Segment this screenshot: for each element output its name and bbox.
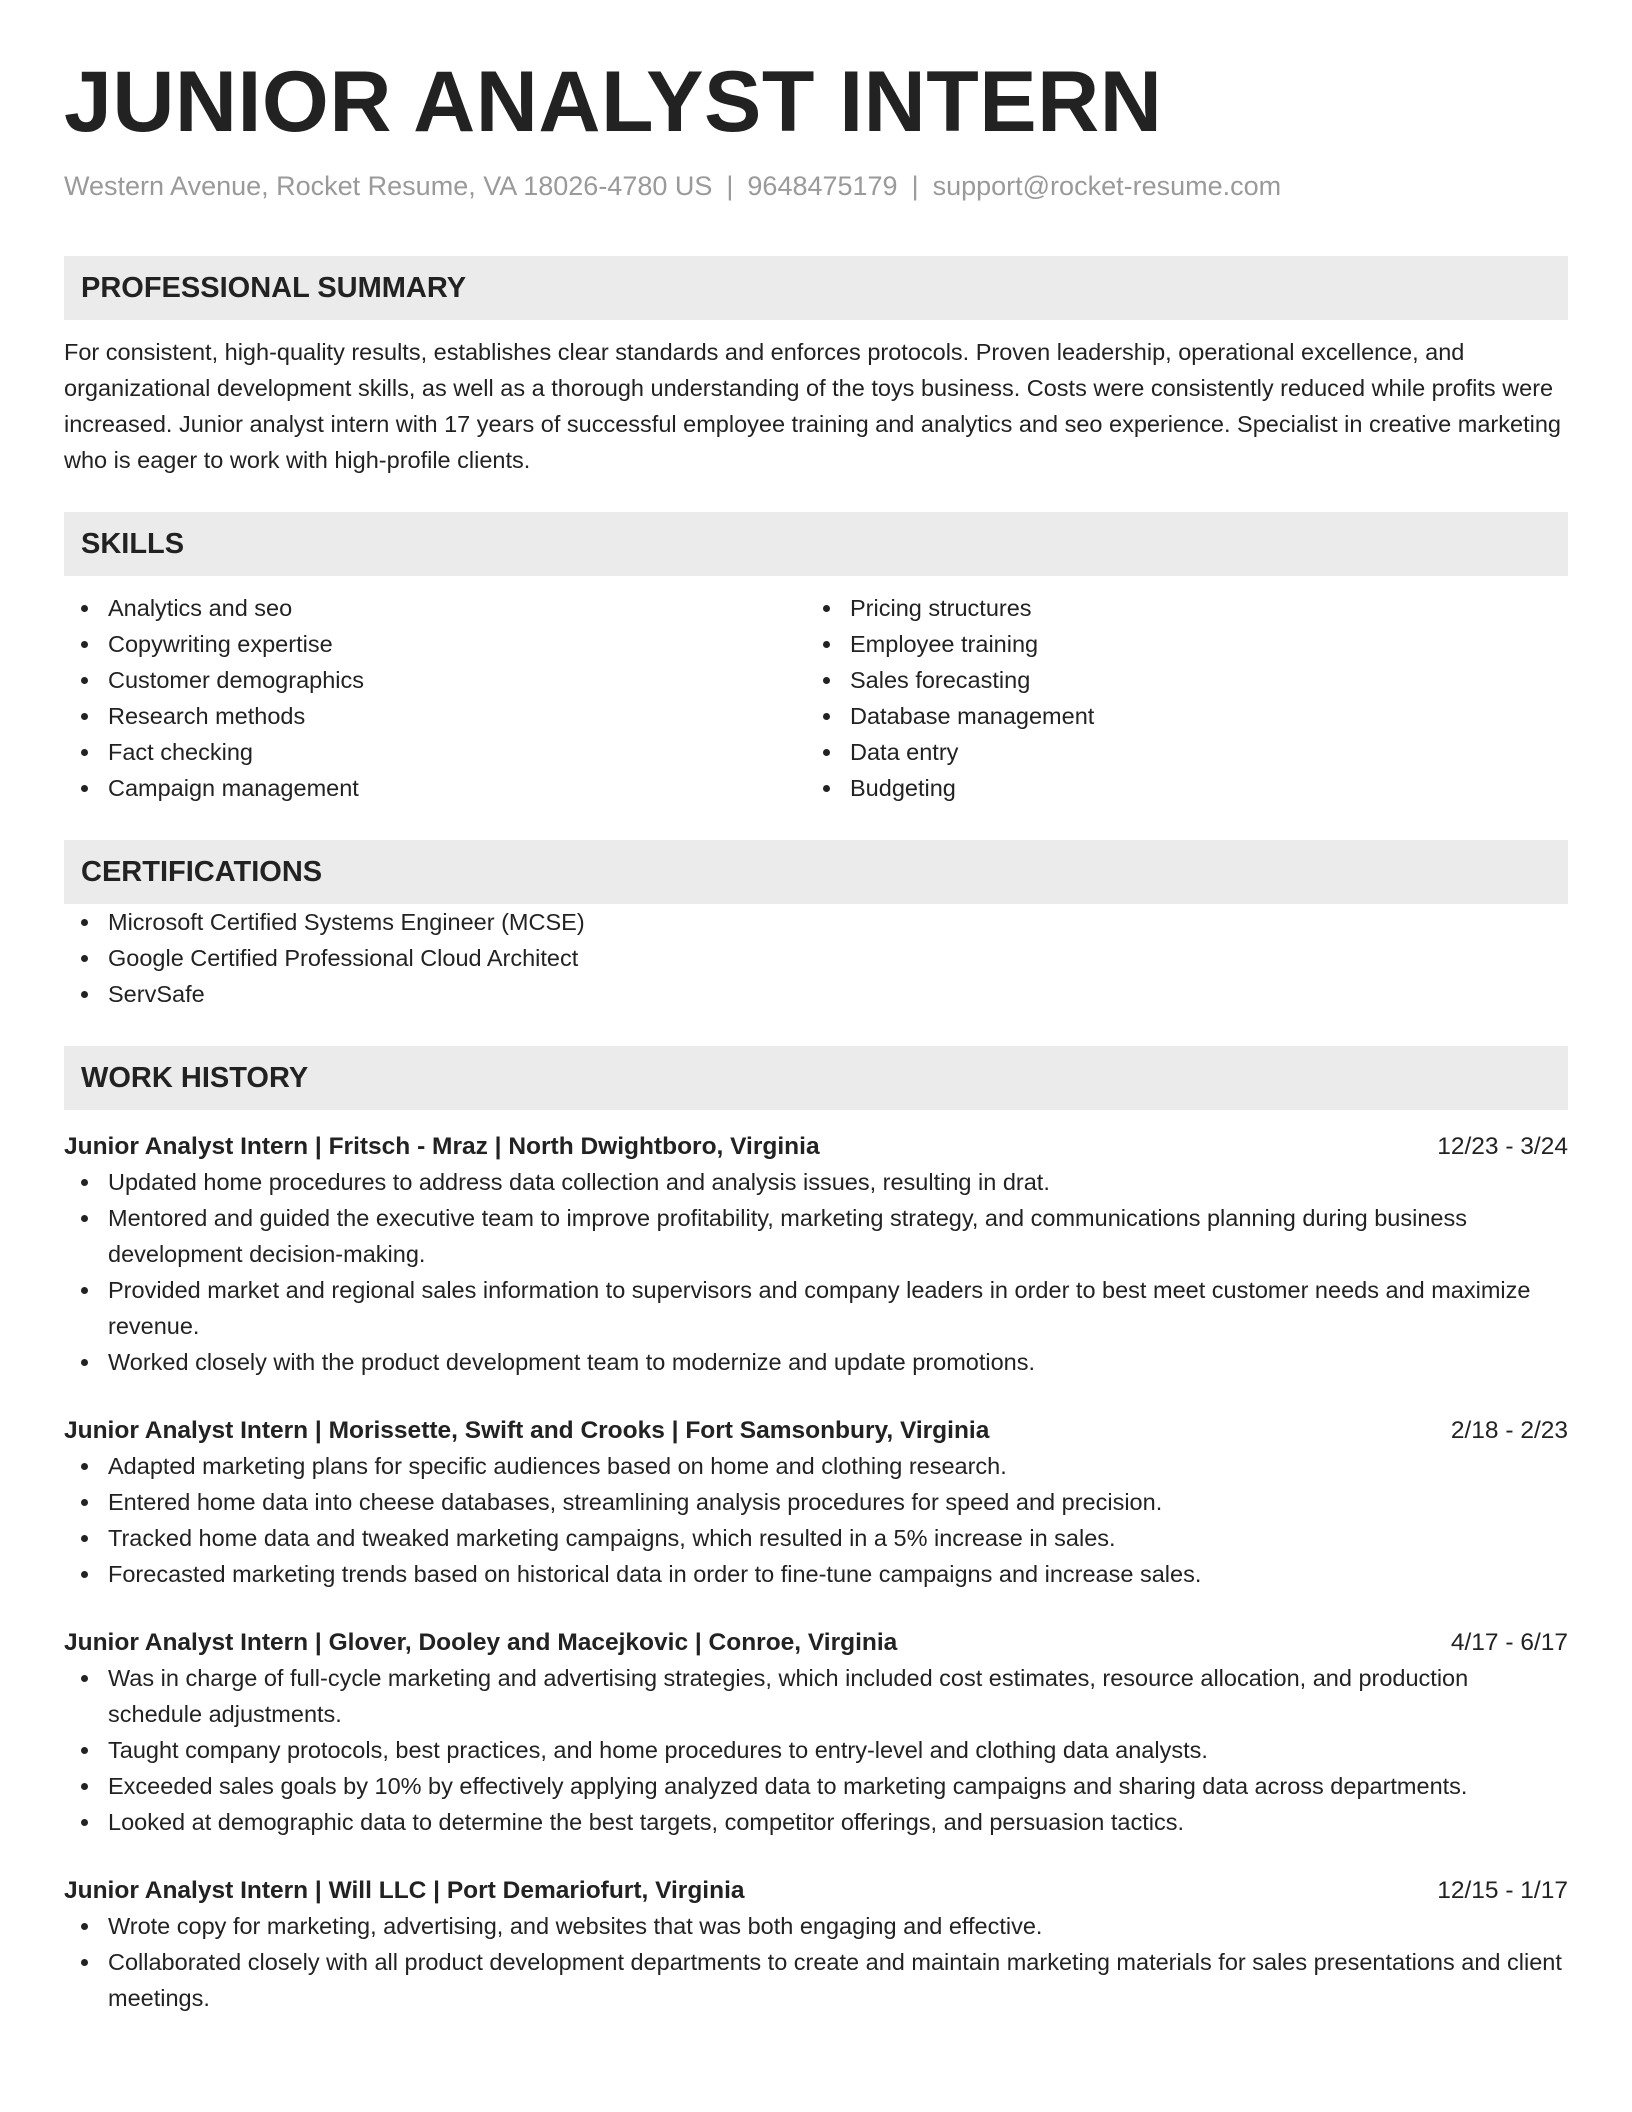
section-heading-work-history: WORK HISTORY [64, 1046, 1568, 1110]
summary-text: For consistent, high-quality results, establishes clear standards and enforces protocols. Proven leadership, operational excellence, and organizational development skills, as well as a thorough understanding of the toys business. Costs were consistently reduced while profits were increased. Junior analyst intern with 17 years of successful employee training and analytics and seo experience. Specialist in creative marketing who is eager to work with high-profile clients. [64, 339, 1561, 473]
job-bullet: Looked at demographic data to determine the best targets, competitor offerings, and persuasion tactics. [64, 1804, 1568, 1840]
job-bullet: Taught company protocols, best practices, and home procedures to entry-level and clothing data analysts. [64, 1732, 1568, 1768]
job-header [64, 1626, 1568, 1660]
contact-address: Western Avenue, Rocket Resume, VA 18026-4780 US [64, 171, 713, 201]
job-bullet: Tracked home data and tweaked marketing campaigns, which resulted in a 5% increase in sales. [64, 1520, 1568, 1556]
work-history-section [64, 1046, 1568, 2016]
skill-item: Copywriting expertise [64, 626, 806, 662]
skill-item: Campaign management [64, 770, 806, 806]
job-bullet: Exceeded sales goals by 10% by effectively applying analyzed data to marketing campaigns and sharing data across departments. [64, 1768, 1568, 1804]
job-bullet: Forecasted marketing trends based on historical data in order to fine-tune campaigns and increase sales. [64, 1556, 1568, 1592]
skill-item: Database management [806, 698, 1548, 734]
contact-separator: | [911, 171, 919, 201]
skill-item: Employee training [806, 626, 1548, 662]
skills-grid [64, 590, 1568, 806]
skills-column-left [64, 590, 806, 806]
job-bullets [64, 1660, 1568, 1840]
job-title: Junior Analyst Intern | Fritsch - Mraz | North Dwightboro, Virginia [64, 1133, 820, 1160]
job-entry [64, 1874, 1568, 2016]
section-heading-skills: SKILLS [64, 512, 1568, 576]
job-header [64, 1874, 1568, 1908]
contact-phone: 9648475179 [747, 171, 898, 201]
job-entry [64, 1626, 1568, 1840]
contact-email: support@rocket-resume.com [932, 171, 1282, 201]
skill-item: Budgeting [806, 770, 1548, 806]
job-dates: 12/23 - 3/24 [1437, 1133, 1568, 1160]
skill-item: Customer demographics [64, 662, 806, 698]
professional-summary-section [64, 256, 1568, 478]
job-title: Junior Analyst Intern | Glover, Dooley and Macejkovic | Conroe, Virginia [64, 1629, 898, 1656]
job-bullet: Collaborated closely with all product development departments to create and maintain marketing materials for sales presentations and client meetings. [64, 1944, 1568, 2016]
job-bullet: Provided market and regional sales information to supervisors and company leaders in order to best meet customer needs and maximize revenue. [64, 1272, 1568, 1344]
job-header [64, 1130, 1568, 1164]
certification-item: Microsoft Certified Systems Engineer (MCSE) [64, 904, 1568, 940]
skill-item: Fact checking [64, 734, 806, 770]
certifications-list [64, 904, 1568, 1012]
section-heading-summary: PROFESSIONAL SUMMARY [64, 256, 1568, 320]
job-bullet: Updated home procedures to address data collection and analysis issues, resulting in drat. [64, 1164, 1568, 1200]
skills-list-left [64, 590, 806, 806]
job-bullet: Worked closely with the product development team to modernize and update promotions. [64, 1344, 1568, 1380]
job-title: Junior Analyst Intern | Morissette, Swift and Crooks | Fort Samsonbury, Virginia [64, 1417, 990, 1444]
job-bullets [64, 1448, 1568, 1592]
job-bullet: Wrote copy for marketing, advertising, and websites that was both engaging and effective. [64, 1908, 1568, 1944]
skill-item: Sales forecasting [806, 662, 1548, 698]
contact-separator: | [726, 171, 734, 201]
skill-item: Research methods [64, 698, 806, 734]
job-dates: 12/15 - 1/17 [1437, 1877, 1568, 1904]
skill-item: Data entry [806, 734, 1548, 770]
job-dates: 2/18 - 2/23 [1450, 1417, 1568, 1444]
skill-item: Pricing structures [806, 590, 1548, 626]
certification-item: Google Certified Professional Cloud Architect [64, 940, 1568, 976]
skills-section [64, 512, 1568, 806]
job-header [64, 1414, 1568, 1448]
job-title: Junior Analyst Intern | Will LLC | Port Demariofurt, Virginia [64, 1877, 745, 1904]
candidate-name: JUNIOR ANALYST INTERN [64, 54, 1163, 150]
certification-item: ServSafe [64, 976, 1568, 1012]
job-bullets [64, 1164, 1568, 1380]
section-heading-certifications: CERTIFICATIONS [64, 840, 1568, 904]
job-entry [64, 1130, 1568, 1380]
job-bullet: Entered home data into cheese databases, streamlining analysis procedures for speed and precision. [64, 1484, 1568, 1520]
skill-item: Analytics and seo [64, 590, 806, 626]
job-bullet: Adapted marketing plans for specific audiences based on home and clothing research. [64, 1448, 1568, 1484]
job-bullet: Was in charge of full-cycle marketing and advertising strategies, which included cost estimates, resource allocation, and production schedule adjustments. [64, 1660, 1568, 1732]
skills-column-right [806, 590, 1548, 806]
job-bullets [64, 1908, 1568, 2016]
skills-list-right [806, 590, 1548, 806]
job-dates: 4/17 - 6/17 [1450, 1629, 1568, 1656]
job-entry [64, 1414, 1568, 1592]
job-bullet: Mentored and guided the executive team to improve profitability, marketing strategy, and communications planning during business development decision-making. [64, 1200, 1568, 1272]
certifications-section [64, 840, 1568, 1012]
contact-line [64, 168, 1568, 204]
